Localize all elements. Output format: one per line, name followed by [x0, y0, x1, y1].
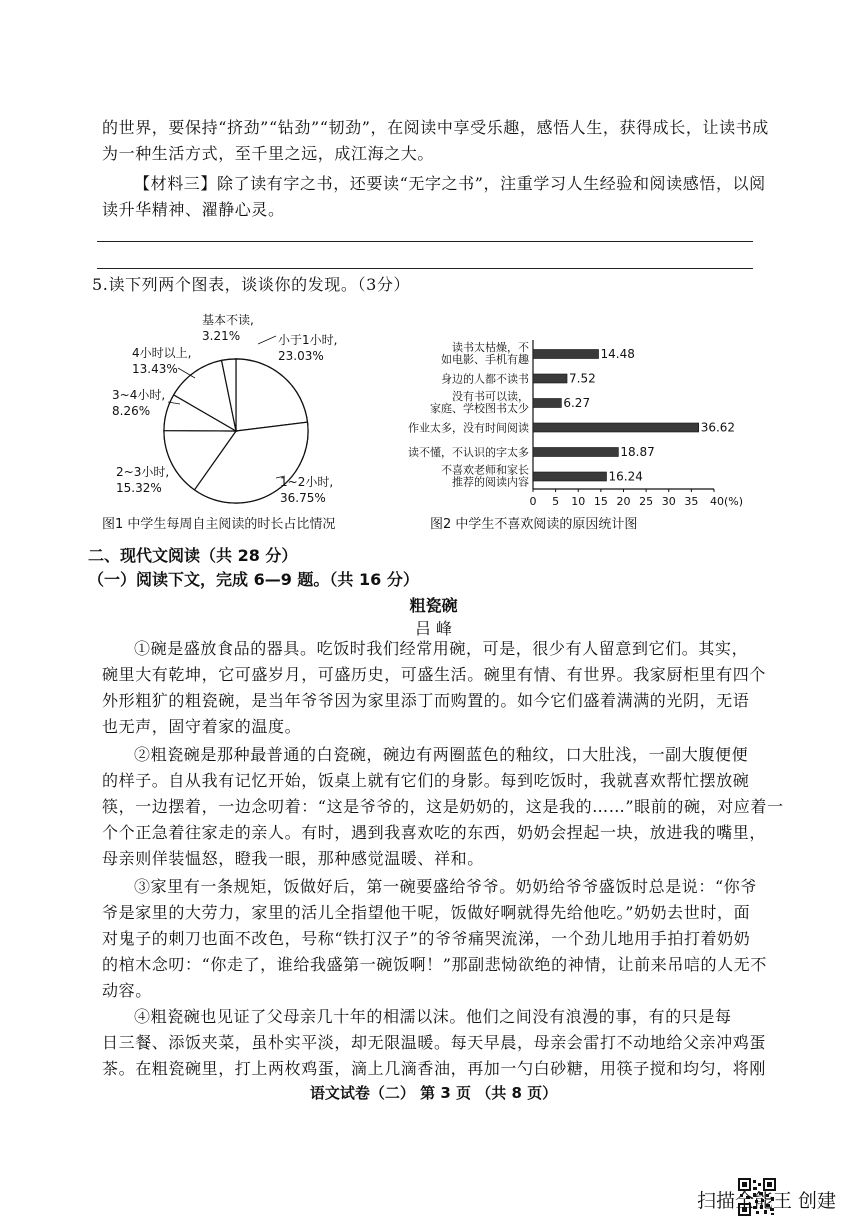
pie-label-2: 2~3小时,: [116, 465, 170, 479]
para-4-line-1: ④粗瓷碗也见证了父母亲几十年的相濡以沫。他们之间没有浪漫的事，有的只是每: [134, 1007, 732, 1026]
para-1-line-1: ①碗是盛放食品的器具。吃饭时我们经常用碗，可是，很少有人留意到它们。其实，: [134, 639, 749, 658]
para-2-line-2: 的样子。自从我有记忆开始，饭桌上就有它们的身影。每到吃饭时，我就喜欢帮忙摆放碗: [102, 771, 750, 790]
pie-label-0: 小于1小时,: [278, 333, 338, 347]
scanner-watermark: 扫描全能王 创建: [697, 1190, 837, 1212]
article-title: 粗瓷碗: [409, 596, 458, 615]
para-3-line-3: 对鬼子的刺刀也面不改色，号称“铁打汉子”的爷爷痛哭流涕，一个劲儿地用手拍打着奶奶: [102, 929, 751, 948]
bar-tick-label-5: 25: [639, 495, 654, 508]
charts-area: [0, 300, 867, 550]
para-1-line-2: 碗里大有乾坤，它可盛岁月，可盛历史，可盛生活。碗里有情、有世界。我家厨柜里有四个: [102, 665, 767, 684]
bar-chart: [408, 340, 743, 532]
bar-tick-label-4: 20: [616, 495, 631, 508]
question-5: 5.读下列两个图表，谈谈你的发现。（3分）: [92, 275, 411, 294]
bar-tick-label-1: 5: [552, 495, 560, 508]
para-2-line-3: 筷，一边摆着，一边念叨着：“这是爷爷的，这是奶奶的，这是我的……”眼前的碗，对应着一: [102, 797, 784, 816]
pie-title: 图1 中学生每周自主阅读的时长占比情况: [102, 517, 336, 532]
bar-category-4: 读不懂，不认识的字太多: [408, 446, 529, 459]
pie-value-3: 8.26%: [112, 404, 151, 418]
bar-category-0-a: 读书太枯燥，不: [452, 341, 529, 354]
bar-value-2: 6.27: [563, 396, 591, 410]
para-3-line-5: 动容。: [102, 981, 152, 1000]
bar-1: [533, 374, 567, 383]
para-1-line-4: 也无声，固守着家的温度。: [102, 717, 302, 736]
para-3-line-4: 的棺木念叨：“你走了，谁给我盛第一碗饭啊！”那副悲恸欲绝的神情，让前来吊唁的人无不: [102, 955, 767, 974]
para-4-line-2: 日三餐、添饭夹菜，虽朴实平淡，却无限温暖。每天早晨，母亲会雷打不动地给父亲冲鸡蛋: [102, 1033, 767, 1052]
pie-label-3: 3~4小时,: [112, 388, 166, 402]
para-2-line-4: 个个正急着往家走的亲人。有时，遇到我喜欢吃的东西，奶奶会捏起一块，放进我的嘴里，: [102, 823, 767, 842]
pie-value-2: 15.32%: [116, 481, 162, 495]
para-2-line-5: 母亲则佯装愠怒，瞪我一眼，那种感觉温暖、祥和。: [102, 849, 484, 868]
bar-value-3: 36.62: [700, 420, 736, 435]
bar-category-5-a: 不喜欢老师和家长: [441, 463, 529, 477]
bar-tick-label-0: 0: [529, 495, 537, 508]
para-1-line-3: 外形粗犷的粗瓷碗，是当年爷爷因为家里添丁而购置的。如今它们盛着满满的光阴，无语: [102, 691, 750, 710]
bar-tick-label-8: 40(%): [710, 495, 744, 508]
bar-category-2-a: 没有书可以读，: [452, 390, 529, 403]
bar-title: 图2 中学生不喜欢阅读的原因统计图: [430, 517, 638, 532]
subsection-1-heading: （一）阅读下文，完成 6—9 题。（共 16 分）: [88, 570, 419, 589]
pie-label-5: 基本不读,: [202, 313, 254, 327]
pie-value-5: 3.21%: [202, 329, 241, 343]
bar-category-2-b: 家庭、学校图书太少: [430, 402, 529, 415]
bar-category-5-b: 推荐的阅读内容: [452, 475, 529, 489]
bar-value-0: 14.48: [600, 347, 635, 361]
material-3-line-2: 读升华精神、濯静心灵。: [102, 200, 285, 219]
page-footer: 语文试卷（二） 第 3 页 （共 8 页）: [309, 1084, 558, 1102]
bar-5: [533, 472, 606, 481]
bar-value-1: 7.52: [569, 371, 596, 386]
bar-tick-label-6: 30: [661, 495, 676, 508]
bar-category-1: 身边的人都不读书: [441, 372, 529, 386]
pie-leader-0: [258, 336, 276, 344]
pie-label-1: 1~2小时,: [280, 475, 334, 489]
pie-value-4: 13.43%: [132, 362, 178, 376]
bar-0: [533, 350, 599, 359]
para-4-line-3: 茶。在粗瓷碗里，打上两枚鸡蛋，滴上几滴香油，再加一勺白砂糖，用筷子搅和均匀，将刚: [102, 1059, 767, 1078]
para-3-line-1: ③家里有一条规矩，饭做好后，第一碗要盛给爷爷。奶奶给爷爷盛饭时总是说：“你爷: [134, 877, 757, 896]
pie-label-4: 4小时以上,: [132, 346, 192, 360]
bar-tick-label-3: 15: [593, 495, 608, 508]
pie-value-0: 23.03%: [278, 349, 324, 363]
bar-category-0-b: 如电影、手机有趣: [441, 353, 529, 366]
material-line-1: 的世界，要保持“挤劲”“钻劲”“韧劲”，在阅读中享受乐趣，感悟人生，获得成长，让读书成: [102, 118, 769, 137]
para-2-line-1: ②粗瓷碗是那种最普通的白瓷碗，碗边有两圈蓝色的釉纹，口大肚浅，一副大腹便便: [134, 745, 749, 764]
article-author: 吕 峰: [414, 619, 453, 638]
answer-line-1: [97, 241, 753, 242]
para-3-line-2: 爷是家里的大劳力，家里的活儿全指望他干呢，饭做好啊就得先给他吃。”奶奶去世时，面: [102, 903, 751, 922]
section-2-heading: 二、现代文阅读（共 28 分）: [88, 546, 298, 565]
bar-4: [533, 448, 618, 457]
pie-chart: [102, 312, 337, 532]
material-line-2: 为一种生活方式，至千里之远，成江海之大。: [102, 144, 435, 163]
bar-3: [533, 423, 699, 432]
pie-slice-0: [236, 359, 307, 431]
pie-value-1: 36.75%: [280, 491, 326, 505]
bar-tick-label-7: 35: [684, 495, 699, 508]
bar-value-4: 18.87: [620, 445, 655, 459]
answer-line-2: [97, 268, 753, 269]
bar-value-5: 16.24: [608, 469, 643, 484]
bar-tick-label-2: 10: [571, 495, 586, 508]
bar-2: [533, 399, 561, 408]
material-3-line-1: 【材料三】除了读有字之书，还要读“无字之书”，注重学习人生经验和阅读感悟，以阅: [134, 174, 766, 193]
bar-category-3: 作业太多，没有时间阅读: [408, 421, 529, 435]
